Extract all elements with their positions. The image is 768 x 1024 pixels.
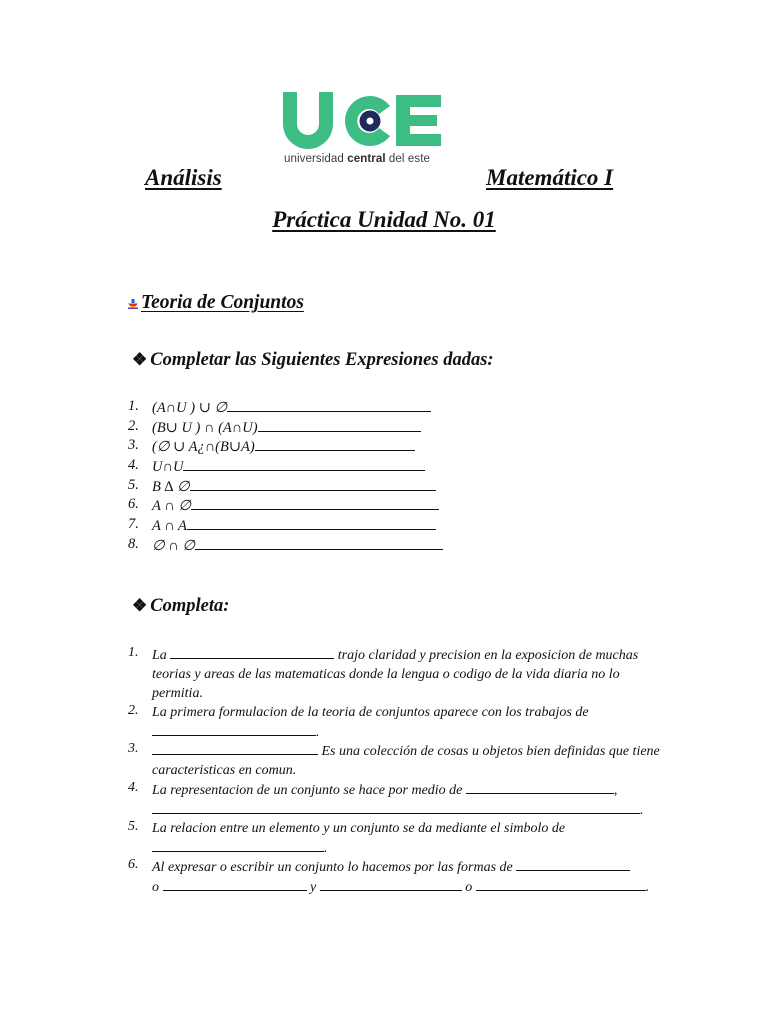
- set-expression: (A∩U ) ∪ ∅: [152, 400, 228, 416]
- answer-blank[interactable]: [152, 838, 324, 852]
- section-complete-label: Completa:: [150, 596, 230, 616]
- item-number: 7.: [128, 516, 139, 533]
- answer-blank[interactable]: [258, 418, 421, 432]
- list-item: [128, 457, 458, 477]
- question-text: Al expresar o escribir un conjunto lo hacemos por las formas de: [152, 860, 517, 875]
- question-text: .: [324, 841, 328, 857]
- item-number: 4.: [128, 780, 139, 795]
- answer-blank[interactable]: [191, 496, 439, 510]
- answer-blank[interactable]: [190, 477, 436, 491]
- set-expression: B ∆ ∅: [152, 478, 190, 495]
- question-text: y: [306, 880, 320, 896]
- uce-logo: [280, 88, 450, 170]
- answer-blank[interactable]: [516, 857, 630, 871]
- set-expression: A ∩ ∅: [152, 498, 191, 515]
- item-number: 3.: [128, 437, 139, 454]
- item-number: 8.: [128, 535, 139, 552]
- topic-label: Teoria de Conjuntos: [141, 292, 304, 313]
- diamond-bullet-icon: ❖: [132, 596, 148, 615]
- topic-heading: [127, 292, 304, 314]
- question-text: La relacion entre un elemento y un conjunto se da mediante el simbolo de: [152, 821, 566, 836]
- course-title-left: Análisis: [145, 165, 222, 190]
- question-text: o: [152, 880, 163, 896]
- answer-blank[interactable]: [227, 398, 431, 412]
- question-text: .: [640, 803, 644, 819]
- set-expression: (B∪ U ) ∩ (A∩U): [152, 419, 258, 436]
- question-text: o: [461, 880, 476, 896]
- list-item: [128, 496, 458, 516]
- question-text: .: [645, 880, 650, 896]
- section-expressions-heading: [132, 350, 494, 371]
- set-expression: ∅ ∩ ∅: [152, 537, 195, 554]
- item-number: 5.: [128, 819, 139, 834]
- question-text: La: [152, 648, 171, 663]
- list-item: [128, 418, 458, 438]
- answer-blank[interactable]: [187, 516, 436, 530]
- set-expression: (∅ ∪ A¿∩(B∪A): [152, 439, 255, 456]
- course-title-right: Matemático I: [486, 165, 614, 190]
- answer-blank[interactable]: [152, 722, 316, 736]
- answer-blank[interactable]: [163, 877, 307, 891]
- question-text: La representacion de un conjunto se hace por medio de: [152, 783, 466, 798]
- question-text: La primera formulacion de la teoria de conjuntos aparece con los trabajos de: [152, 705, 589, 720]
- answer-blank[interactable]: [466, 780, 614, 794]
- answer-blank[interactable]: [476, 877, 646, 891]
- item-number: 2.: [128, 703, 139, 718]
- item-number: 1.: [128, 398, 139, 414]
- question-text: .: [316, 725, 320, 741]
- question-text: Es una colección de cosas u objetos bien definidas que tiene caracteristicas en comun.: [152, 744, 660, 779]
- item-number: 2.: [128, 417, 139, 434]
- list-item: [128, 536, 458, 556]
- answer-blank[interactable]: [183, 457, 425, 471]
- item-number: 6.: [128, 496, 139, 513]
- list-item: [128, 516, 458, 536]
- item-number: 6.: [128, 857, 139, 872]
- answer-blank[interactable]: [152, 800, 640, 814]
- uce-logo-mark: [280, 88, 450, 154]
- question-text: ,: [613, 783, 618, 798]
- logo-wordmark: universidad central del este: [284, 153, 431, 165]
- question-text: trajo claridad y precision en la exposicion de muchas teorias y areas de las matematicas donde la lengua o codigo de la vida diaria no lo permitia.: [152, 648, 639, 702]
- answer-blank[interactable]: [320, 877, 462, 891]
- list-item: [128, 477, 458, 497]
- item-number: 4.: [128, 457, 139, 474]
- section-expressions-label: Completar las Siguientes Expresiones dadas:: [150, 350, 494, 370]
- item-number: 1.: [128, 645, 139, 660]
- item-number: 3.: [128, 741, 139, 756]
- list-item: [128, 437, 458, 457]
- practice-title: Práctica Unidad No. 01: [272, 207, 496, 232]
- expressions-list: [128, 398, 458, 556]
- list-item: [128, 398, 458, 418]
- colored-arrow-bullet-icon: [127, 298, 139, 310]
- set-expression: U∩U: [152, 459, 184, 476]
- item-number: 5.: [128, 476, 139, 493]
- diamond-bullet-icon: ❖: [132, 350, 148, 369]
- answer-blank[interactable]: [255, 437, 415, 451]
- section-complete-heading: [132, 596, 229, 617]
- answer-blank[interactable]: [195, 536, 443, 550]
- answer-blank[interactable]: [152, 741, 318, 755]
- set-expression: A ∩ A: [152, 518, 187, 535]
- answer-blank[interactable]: [170, 645, 334, 659]
